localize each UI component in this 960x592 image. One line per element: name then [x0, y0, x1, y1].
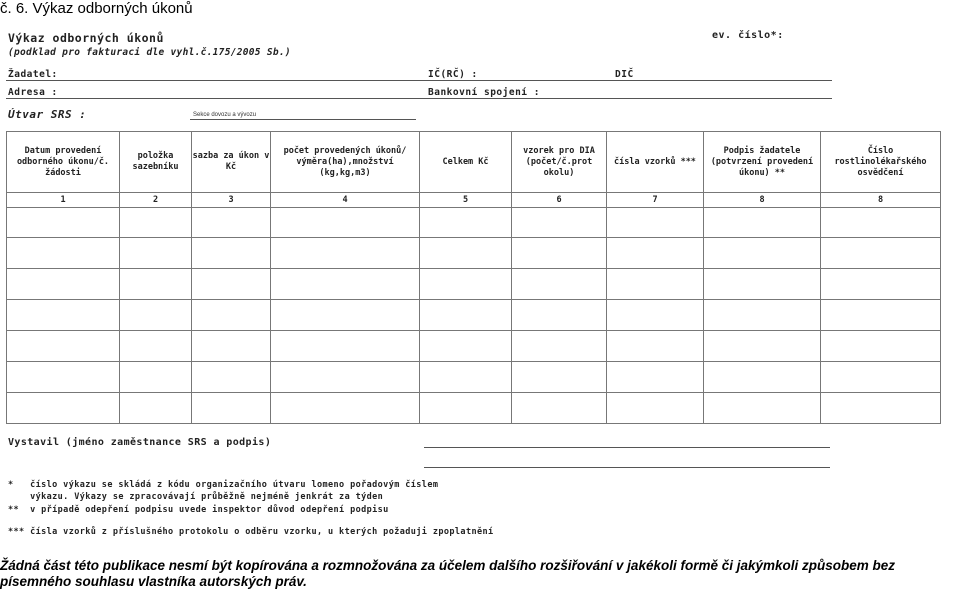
- empty-cell[interactable]: [821, 362, 941, 393]
- empty-cell[interactable]: [704, 269, 821, 300]
- zadatel-label: Žadatel:: [8, 69, 58, 80]
- empty-cell[interactable]: [7, 362, 120, 393]
- empty-cell[interactable]: [420, 208, 512, 238]
- empty-cell[interactable]: [420, 331, 512, 362]
- empty-cell[interactable]: [704, 238, 821, 269]
- column-number: 3: [192, 193, 271, 208]
- empty-cell[interactable]: [271, 208, 420, 238]
- column-number: 4: [271, 193, 420, 208]
- table-row: [7, 208, 941, 238]
- empty-cell[interactable]: [821, 238, 941, 269]
- empty-cell[interactable]: [120, 331, 192, 362]
- header-celkem: Celkem Kč: [420, 132, 512, 193]
- note-1-continued: výkazu. Výkazy se zpracovávají průběžně nejméně jenkrát za týden: [8, 492, 384, 502]
- empty-cell[interactable]: [512, 393, 607, 424]
- note-1: * číslo výkazu se skládá z kódu organizačního útvaru lomeno pořadovým číslem: [8, 480, 439, 490]
- empty-cell[interactable]: [704, 393, 821, 424]
- adresa-label: Adresa :: [8, 87, 58, 98]
- empty-cell[interactable]: [192, 362, 271, 393]
- empty-cell[interactable]: [607, 362, 704, 393]
- header-vzorek: vzorek pro DIA (počet/č.prot okolu): [512, 132, 607, 193]
- column-number: 6: [512, 193, 607, 208]
- empty-cell[interactable]: [512, 300, 607, 331]
- empty-cell[interactable]: [192, 393, 271, 424]
- empty-cell[interactable]: [607, 393, 704, 424]
- empty-cell[interactable]: [512, 331, 607, 362]
- empty-cell[interactable]: [120, 238, 192, 269]
- empty-cell[interactable]: [512, 269, 607, 300]
- table-row: [7, 331, 941, 362]
- utvar-value: Sekce dovozu a vývozu: [193, 112, 257, 118]
- empty-cell[interactable]: [512, 208, 607, 238]
- report-table: [6, 131, 941, 424]
- vystavil-line-1: [424, 447, 830, 448]
- empty-cell[interactable]: [821, 331, 941, 362]
- copyright-footer: Žádná část této publikace nesmí být kopírována a rozmnožována za účelem dalšího rozšiřování v jakékoli formě či jakýmkoli způsobem bez písemného souhlasu vlastníka autorských práv.: [0, 558, 896, 589]
- empty-cell[interactable]: [271, 393, 420, 424]
- empty-cell[interactable]: [704, 300, 821, 331]
- header-datum: Datum provedení odborného úkonu/č. žádosti: [7, 132, 120, 193]
- empty-cell[interactable]: [704, 331, 821, 362]
- header-sazba: sazba za úkon v Kč: [192, 132, 271, 193]
- table-row: [7, 269, 941, 300]
- empty-cell[interactable]: [120, 300, 192, 331]
- empty-cell[interactable]: [120, 269, 192, 300]
- empty-cell[interactable]: [7, 269, 120, 300]
- empty-cell[interactable]: [120, 208, 192, 238]
- header-podpis: Podpis žadatele (potvrzení provedení úkonu) **: [704, 132, 821, 193]
- header-pocet: počet provedených úkonů/ výměra(ha),množství (kg,kg,m3): [271, 132, 420, 193]
- empty-cell[interactable]: [704, 208, 821, 238]
- vystavil-line-2: [424, 467, 830, 468]
- empty-cell[interactable]: [512, 362, 607, 393]
- empty-cell[interactable]: [7, 393, 120, 424]
- empty-cell[interactable]: [607, 208, 704, 238]
- note-3: *** čísla vzorků z příslušného protokolu o odběru vzorku, u kterých požaduji zpoplatnění: [8, 527, 494, 537]
- empty-cell[interactable]: [192, 300, 271, 331]
- empty-cell[interactable]: [821, 300, 941, 331]
- empty-cell[interactable]: [420, 269, 512, 300]
- table-header-row: [7, 132, 941, 193]
- empty-cell[interactable]: [192, 269, 271, 300]
- column-number: 1: [7, 193, 120, 208]
- form-subtitle: (podklad pro fakturaci dle vyhl.č.175/2005 Sb.): [8, 47, 291, 58]
- column-number: 5: [420, 193, 512, 208]
- header-osvedceni: Číslo rostlinolékařského osvědčení: [821, 132, 941, 193]
- empty-cell[interactable]: [271, 269, 420, 300]
- utvar-line: [190, 119, 416, 120]
- empty-cell[interactable]: [7, 238, 120, 269]
- column-number: 7: [607, 193, 704, 208]
- note-2: ** v případě odepření podpisu uvede inspektor důvod odepření podpisu: [8, 505, 389, 515]
- table-row: [7, 238, 941, 269]
- vystavil-label: Vystavil (jméno zaměstnance SRS a podpis): [8, 437, 272, 448]
- dic-label: DIČ: [615, 69, 634, 80]
- empty-cell[interactable]: [192, 238, 271, 269]
- empty-cell[interactable]: [821, 393, 941, 424]
- table-row: [7, 300, 941, 331]
- ev-cislo-label: ev. číslo*:: [712, 30, 784, 41]
- empty-cell[interactable]: [420, 362, 512, 393]
- empty-cell[interactable]: [420, 300, 512, 331]
- header-cisla-vzorku: čísla vzorků ***: [607, 132, 704, 193]
- table-row: [7, 362, 941, 393]
- empty-cell[interactable]: [120, 362, 192, 393]
- empty-cell[interactable]: [271, 238, 420, 269]
- empty-cell[interactable]: [607, 300, 704, 331]
- empty-cell[interactable]: [120, 393, 192, 424]
- empty-cell[interactable]: [271, 331, 420, 362]
- empty-cell[interactable]: [420, 393, 512, 424]
- empty-cell[interactable]: [7, 208, 120, 238]
- empty-cell[interactable]: [420, 238, 512, 269]
- empty-cell[interactable]: [607, 269, 704, 300]
- empty-cell[interactable]: [7, 331, 120, 362]
- empty-cell[interactable]: [821, 269, 941, 300]
- empty-cell[interactable]: [7, 300, 120, 331]
- table-row: [7, 393, 941, 424]
- bankovni-label: Bankovní spojení :: [428, 87, 540, 98]
- zadatel-line: [6, 80, 832, 81]
- empty-cell[interactable]: [271, 300, 420, 331]
- column-number: 2: [120, 193, 192, 208]
- empty-cell[interactable]: [192, 208, 271, 238]
- column-number: 8: [704, 193, 821, 208]
- ic-label: IČ(RČ) :: [428, 69, 478, 80]
- empty-cell[interactable]: [607, 238, 704, 269]
- empty-cell[interactable]: [821, 208, 941, 238]
- empty-cell[interactable]: [704, 362, 821, 393]
- utvar-label: Útvar SRS :: [8, 108, 87, 121]
- column-number: 8: [821, 193, 941, 208]
- adresa-line: [6, 98, 832, 99]
- form-title: Výkaz odborných úkonů: [8, 31, 164, 45]
- empty-cell[interactable]: [512, 238, 607, 269]
- document-caption: č. 6. Výkaz odborných úkonů: [0, 0, 193, 17]
- empty-cell[interactable]: [271, 362, 420, 393]
- column-number-row: [7, 193, 941, 208]
- header-polozka: položka sazebníku: [120, 132, 192, 193]
- empty-cell[interactable]: [192, 331, 271, 362]
- empty-cell[interactable]: [607, 331, 704, 362]
